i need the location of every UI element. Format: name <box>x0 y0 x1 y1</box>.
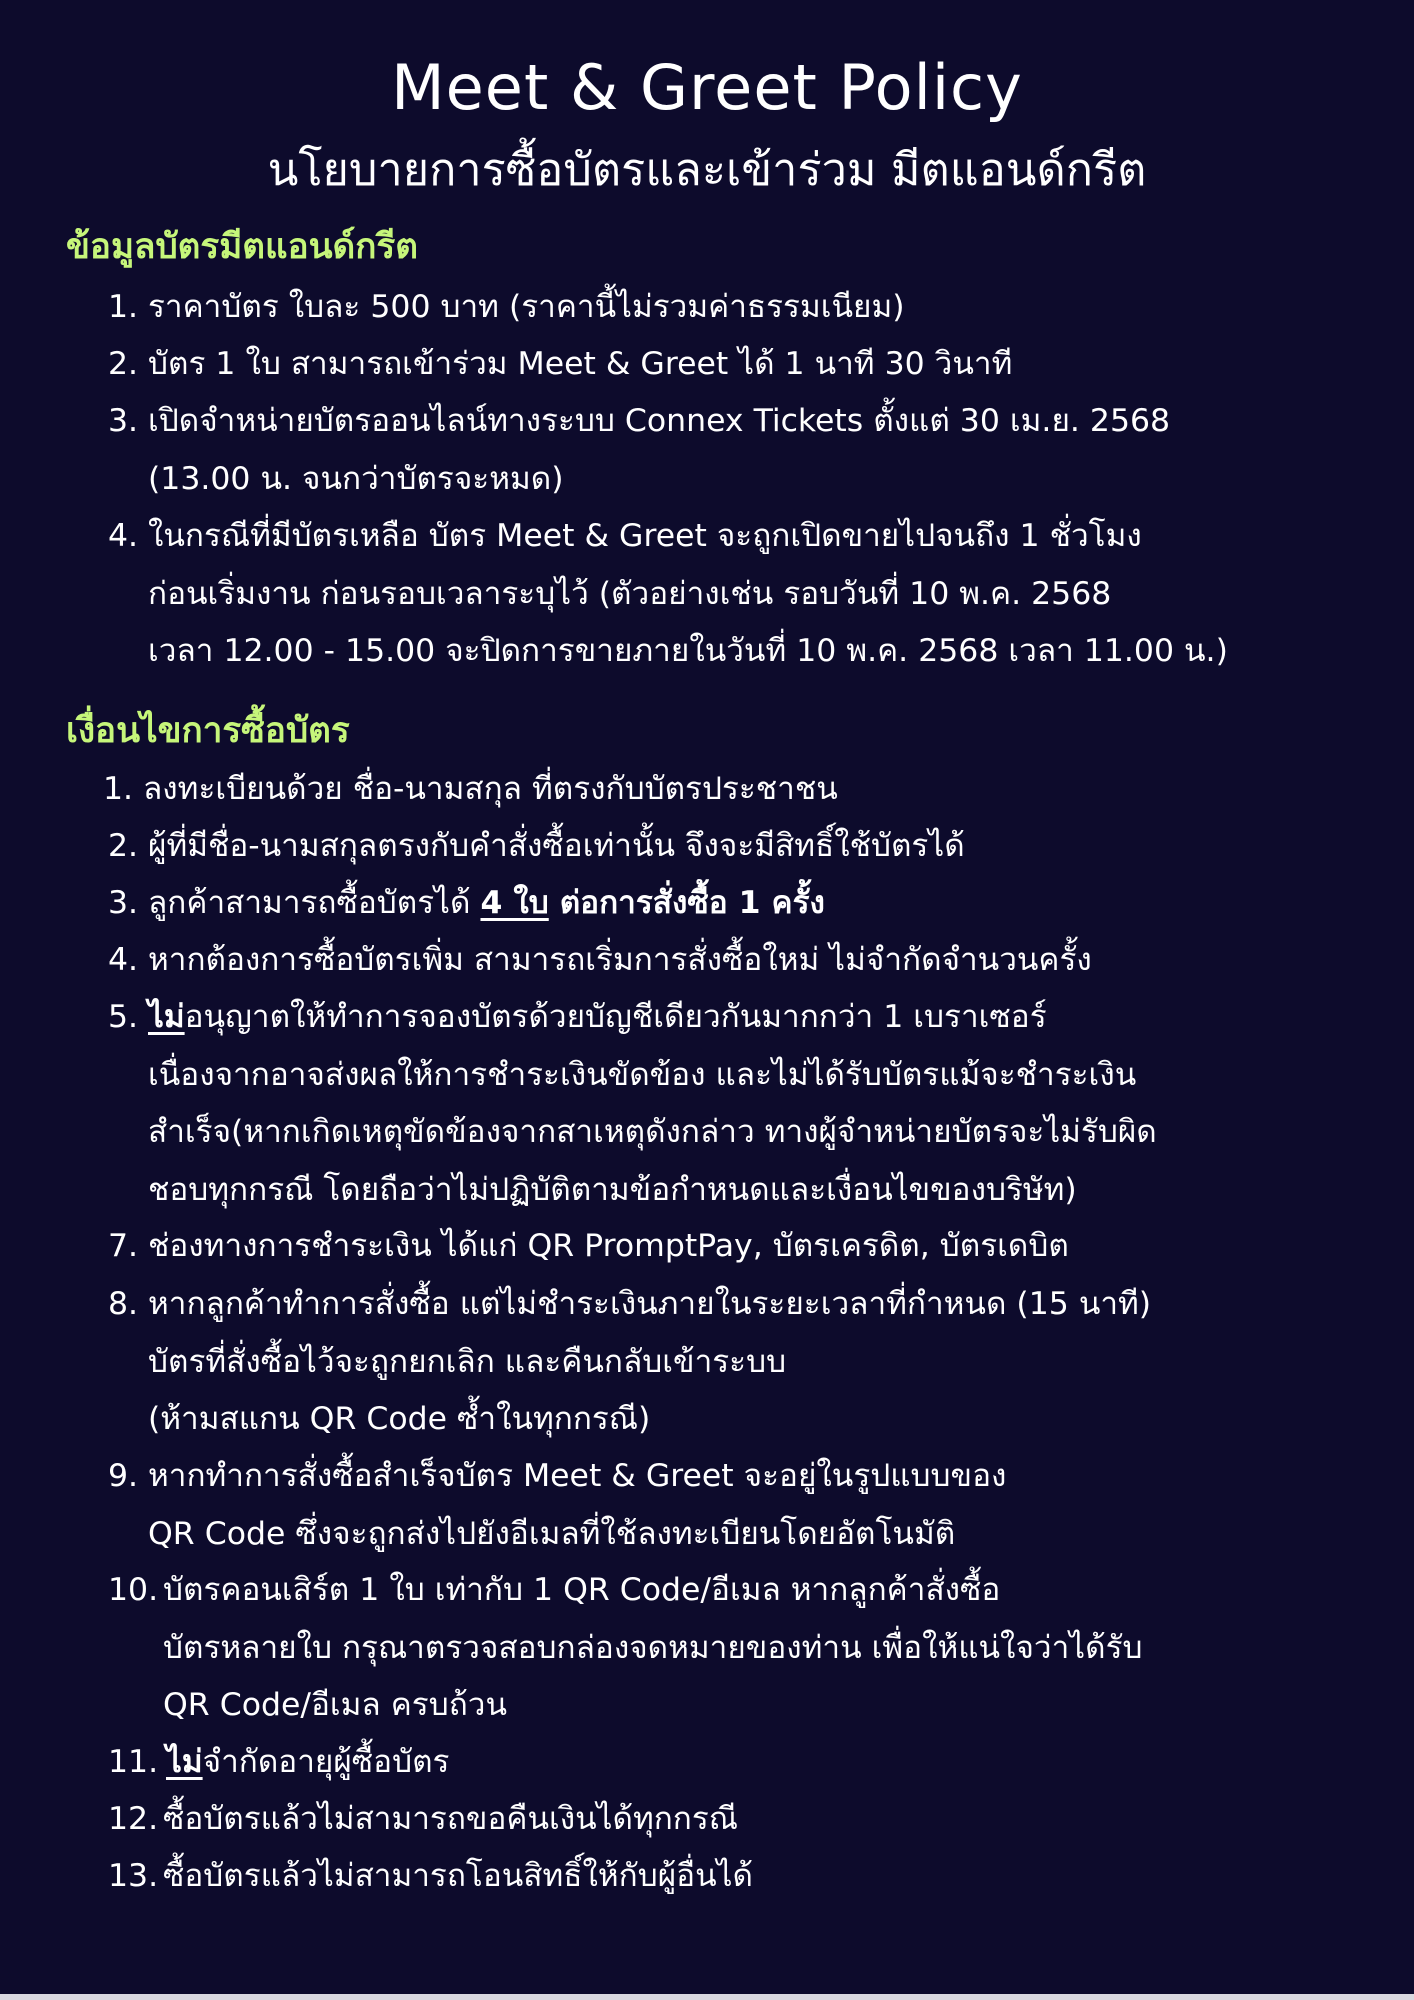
item-text: (ห้ามสแกน QR Code ซ้ำในทุกกรณี) <box>148 1401 651 1437</box>
item-text: ราคาบัตร ใบละ 500 บาท (ราคานี้ไม่รวมค่าธรรมเนียม) <box>148 289 905 325</box>
list-item <box>108 1848 1348 1906</box>
item-text: จำกัดอายุผู้ซื้อบัตร <box>202 1744 450 1780</box>
item-text: บัตรหลายใบ กรุณาตรวจสอบกล่องจดหมายของท่าน เพื่อให้แน่ใจว่าได้รับ <box>163 1629 1143 1666</box>
section-heading-ticket-info: ข้อมูลบัตรมีตแอนด์กรีต <box>66 227 418 267</box>
list-item <box>108 1218 1348 1276</box>
item-text: ลงทะเบียนด้วย ชื่อ-นามสกุล ที่ตรงกับบัตรประชาชน <box>143 771 838 807</box>
item-text: บัตรคอนเสิร์ต 1 ใบ เท่ากับ 1 QR Code/อีเมล หากลูกค้าสั่งซื้อ <box>163 1572 1001 1608</box>
item-text: ชอบทุกกรณี โดยถือว่าไม่ปฏิบัติตามข้อกำหนดและเงื่อนไขของบริษัท) <box>148 1171 1077 1208</box>
list-item <box>108 508 1348 681</box>
item-number: 4. <box>108 518 139 554</box>
item-text: ซื้อบัตรแล้วไม่สามารถขอคืนเงินได้ทุกกรณี <box>163 1801 739 1837</box>
item-text: เนื่องจากอาจส่งผลให้การชำระเงินขัดข้อง และไม่ได้รับบัตรแม้จะชำระเงิน <box>148 1056 1137 1093</box>
item-text: หากต้องการซื้อบัตรเพิ่ม สามารถเริ่มการสั่งซื้อใหม่ ไม่จำกัดจำนวนครั้ง <box>148 942 1092 978</box>
list-item <box>108 1448 1348 1563</box>
section-heading-purchase-conditions: เงื่อนไขการซื้อบัตร <box>66 711 350 751</box>
item-text: ก่อนเริ่มงาน ก่อนรอบเวลาระบุไว้ (ตัวอย่างเช่น รอบวันที่ 10 พ.ค. 2568 <box>148 575 1112 612</box>
item-number: 4. <box>108 942 139 978</box>
item-number: 1. <box>103 771 134 807</box>
item-number: 5. <box>108 999 139 1035</box>
item-text: อนุญาตให้ทำการจองบัตรด้วยบัญชีเดียวกันมากกว่า 1 เบราเซอร์ <box>184 999 1047 1035</box>
item-text: เวลา 12.00 - 15.00 จะปิดการขายภายในวันที่ 10 พ.ค. 2568 เวลา 11.00 น.) <box>148 633 1228 669</box>
item-text: ช่องทางการชำระเงิน ได้แก่ QR PromptPay, บัตรเครดิต, บัตรเดบิต <box>148 1228 1069 1264</box>
item-text: บัตรที่สั่งซื้อไว้จะถูกยกเลิก และคืนกลับเข้าระบบ <box>148 1343 787 1380</box>
not-emphasis: ไม่ <box>166 1744 203 1780</box>
ticket-limit-emphasis: 4 ใบ <box>480 885 549 921</box>
list-item <box>108 818 1348 876</box>
item-number: 7. <box>108 1228 139 1264</box>
item-text: ซื้อบัตรแล้วไม่สามารถโอนสิทธิ์ให้กับผู้อื่นได้ <box>163 1858 753 1894</box>
item-text: ผู้ที่มีชื่อ-นามสกุลตรงกับคำสั่งซื้อเท่านั้น จึงจะมีสิทธิ์ใช้บัตรได้ <box>148 828 965 864</box>
item-text: QR Code ซึ่งจะถูกส่งไปยังอีเมลที่ใช้ลงทะเบียนโดยอัตโนมัติ <box>148 1515 956 1552</box>
item-text: เปิดจำหน่ายบัตรออนไลน์ทางระบบ Connex Tickets ตั้งแต่ 30 เม.ย. 2568 <box>148 403 1171 439</box>
item-number: 8. <box>108 1286 139 1322</box>
item-text: ลูกค้าสามารถซื้อบัตรได้ <box>148 885 481 921</box>
item-text: หากทำการสั่งซื้อสำเร็จบัตร Meet & Greet จะอยู่ในรูปแบบของ <box>148 1458 1007 1494</box>
list-item <box>108 1276 1348 1449</box>
list-item <box>108 1791 1348 1849</box>
item-number: 10. <box>108 1572 159 1608</box>
list-item <box>108 336 1348 394</box>
list-item <box>108 875 1348 933</box>
item-text: บัตร 1 ใบ สามารถเข้าร่วม Meet & Greet ได้ 1 นาที 30 วินาที <box>148 346 1013 382</box>
item-text: ในกรณีที่มีบัตรเหลือ บัตร Meet & Greet จะถูกเปิดขายไปจนถึง 1 ชั่วโมง <box>148 518 1142 554</box>
item-number: 1. <box>108 289 139 325</box>
item-number: 3. <box>108 885 139 921</box>
item-number: 9. <box>108 1458 139 1494</box>
list-item <box>108 989 1348 1219</box>
list-item <box>103 761 1343 819</box>
not-emphasis: ไม่ <box>148 999 185 1035</box>
item-number: 13. <box>108 1858 159 1894</box>
item-number: 11. <box>108 1744 159 1780</box>
item-number: 3. <box>108 403 139 439</box>
bottom-divider <box>0 1994 1414 2000</box>
item-number: 2. <box>108 346 139 382</box>
item-text: หากลูกค้าทำการสั่งซื้อ แต่ไม่ชำระเงินภายในระยะเวลาที่กำหนด (15 นาที) <box>148 1286 1152 1322</box>
item-text: สำเร็จ(หากเกิดเหตุขัดข้องจากสาเหตุดังกล่าว ทางผู้จำหน่ายบัตรจะไม่รับผิด <box>148 1114 1157 1150</box>
page-title: Meet & Greet Policy <box>391 51 1023 124</box>
item-number: 12. <box>108 1801 159 1837</box>
list-item <box>108 1562 1348 1735</box>
item-text: QR Code/อีเมล ครบถ้วน <box>163 1687 507 1723</box>
per-order-emphasis: ต่อการสั่งซื้อ 1 ครั้ง <box>548 885 825 921</box>
item-text: (13.00 น. จนกว่าบัตรจะหมด) <box>148 460 564 497</box>
list-item <box>108 1734 1348 1792</box>
list-item <box>108 932 1348 990</box>
item-number: 2. <box>108 828 139 864</box>
page-subtitle: นโยบายการซื้อบัตรและเข้าร่วม มีตแอนด์กรีต <box>267 143 1147 196</box>
list-item <box>108 393 1348 508</box>
list-item <box>108 279 1348 337</box>
